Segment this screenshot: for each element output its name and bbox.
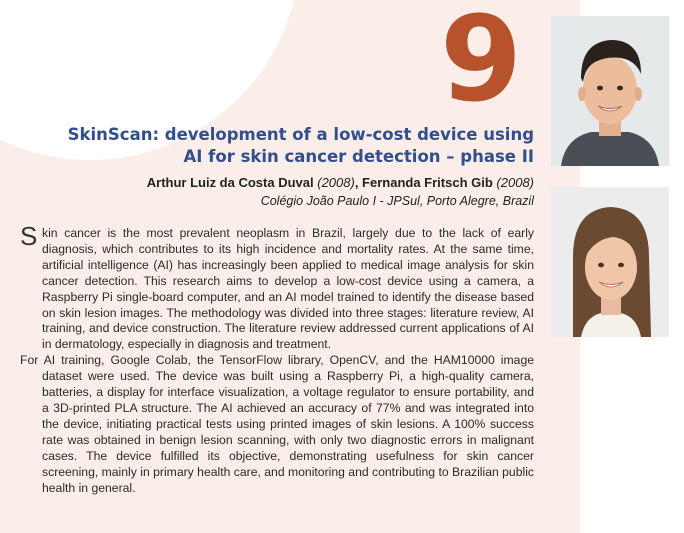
author-1-name: Arthur Luiz da Costa Duval [146, 175, 314, 190]
article-title [54, 124, 534, 168]
author-separator: , [354, 175, 363, 190]
author-2-name: Fernanda Fritsch Gib [362, 175, 493, 190]
author-2-portrait-icon [551, 187, 669, 337]
author-1-year: (2008) [317, 175, 355, 190]
author-1-photo [551, 16, 669, 166]
title-line-2: AI for skin cancer detection – phase II [183, 147, 534, 166]
author-2-year: (2008) [496, 175, 534, 190]
paragraph-2: For AI training, Google Colab, the TensorFlow library, OpenCV, and the HAM10000 image dataset were used. The device was built using a Raspberry Pi, a high-quality camera, batteries, a display for interface visualization, a voltage regulator to ensure portability, and a 3D-printed PLA structure. The AI achieved an accuracy of 77% and was integrated into the device, initiating practical tests using printed images of skin lesions. A 100% success rate was obtained in benign lesion scanning, with only two diagnostic errors in malignant cases. The device fulfilled its objective, demonstrating usefulness for skin cancer screening, mainly in primary health care, and monitoring and contributing to Brazilian public health in general. [20, 353, 534, 495]
article-number: 9 [440, 0, 521, 128]
article-body [20, 221, 534, 496]
authors-line [54, 174, 534, 192]
author-1-portrait-icon [551, 16, 669, 166]
drop-cap: S [20, 221, 38, 251]
school-affiliation: Colégio João Paulo I - JPSul, Porto Alegre, Brazil [260, 194, 534, 208]
paragraph-1-text: kin cancer is the most prevalent neoplasm in Brazil, largely due to the lack of early diagnosis, which contributes to its high incidence and mortality rates. At the same time, artificial intelligence (AI) has increasingly been applied to medical image analysis for skin cancer detection. This research aims to develop a low-cost device using a camera, a Raspberry Pi single-board computer, and an AI model trained to identify the disease based on skin lesion images. The methodology was divided into three stages: literature review, AI training, and device construction. The literature review addressed current applications of AI in dermatology, especially in diagnosis and treatment. [42, 226, 534, 352]
author-2-photo [551, 187, 669, 337]
title-line-1: SkinScan: development of a low-cost device using [67, 125, 534, 144]
paragraph-1 [20, 221, 534, 353]
